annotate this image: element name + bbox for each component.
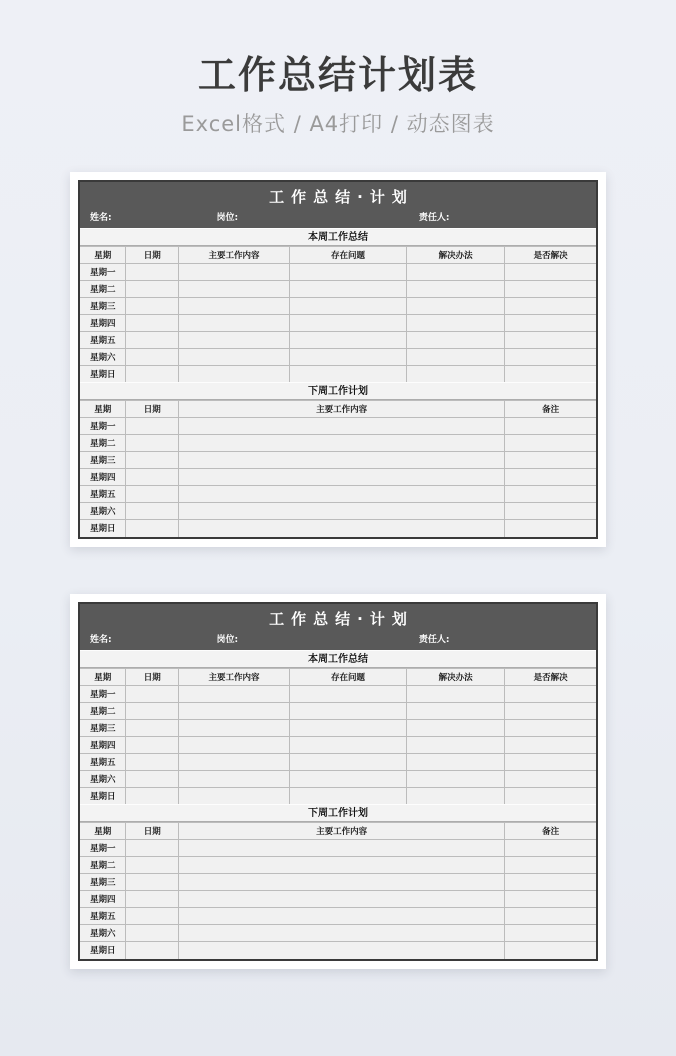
table-row — [80, 280, 596, 297]
empty-cell — [289, 719, 406, 736]
empty-cell — [126, 857, 179, 874]
empty-cell — [505, 908, 596, 925]
weekday-cell: 星期六 — [80, 348, 126, 365]
table-row — [80, 331, 596, 348]
empty-cell — [505, 280, 596, 297]
table-row — [80, 348, 596, 365]
empty-cell — [179, 503, 505, 520]
column-header: 是否解决 — [505, 668, 596, 685]
weekday-cell: 星期四 — [80, 314, 126, 331]
empty-cell — [289, 736, 406, 753]
table-row — [80, 753, 596, 770]
worksheet — [78, 180, 598, 539]
empty-cell — [126, 435, 179, 452]
section-title: 下周工作计划 — [80, 804, 596, 822]
table-row — [80, 520, 596, 537]
empty-cell — [505, 486, 596, 503]
weekday-cell: 星期二 — [80, 435, 126, 452]
empty-cell — [289, 280, 406, 297]
section-table — [80, 400, 596, 537]
empty-cell — [407, 314, 505, 331]
section-title: 下周工作计划 — [80, 382, 596, 400]
column-header: 解决办法 — [407, 246, 505, 263]
table-row — [80, 874, 596, 891]
table-row — [80, 263, 596, 280]
section-this-week-summary — [80, 650, 596, 805]
weekday-cell: 星期二 — [80, 280, 126, 297]
empty-cell — [126, 942, 179, 959]
worksheet-card-1 — [70, 172, 606, 547]
column-header: 主要工作内容 — [179, 401, 505, 418]
empty-cell — [126, 469, 179, 486]
empty-cell — [505, 331, 596, 348]
empty-cell — [179, 331, 290, 348]
empty-cell — [126, 685, 179, 702]
section-table — [80, 668, 596, 805]
empty-cell — [179, 263, 290, 280]
empty-cell — [126, 348, 179, 365]
empty-cell — [505, 263, 596, 280]
weekday-cell: 星期日 — [80, 365, 126, 382]
table-row — [80, 925, 596, 942]
empty-cell — [126, 503, 179, 520]
column-header: 存在问题 — [289, 246, 406, 263]
weekday-cell: 星期六 — [80, 770, 126, 787]
table-row — [80, 314, 596, 331]
column-header: 解决办法 — [407, 668, 505, 685]
weekday-cell: 星期三 — [80, 719, 126, 736]
weekday-cell: 星期三 — [80, 874, 126, 891]
empty-cell — [179, 840, 505, 857]
empty-cell — [179, 452, 505, 469]
column-header: 星期 — [80, 668, 126, 685]
empty-cell — [126, 314, 179, 331]
empty-cell — [179, 891, 505, 908]
empty-cell — [289, 314, 406, 331]
empty-cell — [407, 719, 505, 736]
section-table — [80, 246, 596, 383]
empty-cell — [505, 753, 596, 770]
table-row — [80, 297, 596, 314]
section-next-week-plan — [80, 382, 596, 537]
table-row — [80, 840, 596, 857]
empty-cell — [179, 925, 505, 942]
empty-cell — [179, 857, 505, 874]
weekday-cell: 星期四 — [80, 891, 126, 908]
empty-cell — [407, 263, 505, 280]
weekday-cell: 星期四 — [80, 736, 126, 753]
sheet-header — [80, 604, 596, 650]
empty-cell — [407, 770, 505, 787]
table-row — [80, 857, 596, 874]
table-row — [80, 435, 596, 452]
empty-cell — [179, 942, 505, 959]
column-header: 主要工作内容 — [179, 668, 290, 685]
section-this-week-summary — [80, 228, 596, 383]
section-table — [80, 822, 596, 959]
empty-cell — [289, 702, 406, 719]
empty-cell — [505, 942, 596, 959]
empty-cell — [505, 503, 596, 520]
empty-cell — [505, 874, 596, 891]
weekday-cell: 星期一 — [80, 418, 126, 435]
empty-cell — [179, 787, 290, 804]
empty-cell — [179, 770, 290, 787]
weekday-cell: 星期一 — [80, 263, 126, 280]
table-row — [80, 891, 596, 908]
empty-cell — [407, 685, 505, 702]
empty-cell — [179, 702, 290, 719]
empty-cell — [289, 365, 406, 382]
empty-cell — [126, 908, 179, 925]
weekday-cell: 星期日 — [80, 787, 126, 804]
empty-cell — [505, 685, 596, 702]
empty-cell — [126, 331, 179, 348]
column-header: 日期 — [126, 246, 179, 263]
column-header-row — [80, 823, 596, 840]
empty-cell — [126, 365, 179, 382]
table-row — [80, 503, 596, 520]
empty-cell — [407, 702, 505, 719]
column-header-row — [80, 401, 596, 418]
table-row — [80, 908, 596, 925]
info-field-owner: 责任人: — [418, 212, 450, 223]
table-row — [80, 942, 596, 959]
empty-cell — [505, 787, 596, 804]
column-header: 星期 — [80, 823, 126, 840]
empty-cell — [179, 435, 505, 452]
empty-cell — [179, 297, 290, 314]
empty-cell — [407, 365, 505, 382]
column-header: 主要工作内容 — [179, 246, 290, 263]
empty-cell — [179, 418, 505, 435]
table-row — [80, 452, 596, 469]
empty-cell — [179, 753, 290, 770]
empty-cell — [126, 753, 179, 770]
empty-cell — [505, 840, 596, 857]
table-row — [80, 787, 596, 804]
empty-cell — [505, 857, 596, 874]
column-header: 存在问题 — [289, 668, 406, 685]
empty-cell — [126, 925, 179, 942]
weekday-cell: 星期日 — [80, 942, 126, 959]
column-header: 星期 — [80, 246, 126, 263]
empty-cell — [505, 719, 596, 736]
empty-cell — [179, 469, 505, 486]
column-header: 星期 — [80, 401, 126, 418]
section-title: 本周工作总结 — [80, 228, 596, 246]
empty-cell — [505, 702, 596, 719]
empty-cell — [126, 891, 179, 908]
empty-cell — [126, 520, 179, 537]
empty-cell — [505, 770, 596, 787]
empty-cell — [179, 736, 290, 753]
empty-cell — [505, 435, 596, 452]
weekday-cell: 星期三 — [80, 452, 126, 469]
empty-cell — [505, 348, 596, 365]
empty-cell — [126, 418, 179, 435]
empty-cell — [289, 753, 406, 770]
empty-cell — [289, 331, 406, 348]
table-row — [80, 365, 596, 382]
empty-cell — [126, 297, 179, 314]
empty-cell — [179, 719, 290, 736]
empty-cell — [407, 736, 505, 753]
empty-cell — [126, 719, 179, 736]
column-header-row — [80, 246, 596, 263]
info-field-position: 岗位: — [216, 634, 239, 645]
table-row — [80, 685, 596, 702]
empty-cell — [505, 925, 596, 942]
weekday-cell: 星期五 — [80, 908, 126, 925]
empty-cell — [126, 452, 179, 469]
empty-cell — [126, 702, 179, 719]
empty-cell — [179, 280, 290, 297]
weekday-cell: 星期五 — [80, 331, 126, 348]
weekday-cell: 星期五 — [80, 753, 126, 770]
empty-cell — [179, 486, 505, 503]
weekday-cell: 星期六 — [80, 925, 126, 942]
empty-cell — [179, 348, 290, 365]
weekday-cell: 星期四 — [80, 469, 126, 486]
table-row — [80, 719, 596, 736]
worksheet — [78, 602, 598, 961]
info-field-name: 姓名: — [90, 634, 112, 645]
weekday-cell: 星期二 — [80, 857, 126, 874]
empty-cell — [179, 908, 505, 925]
empty-cell — [407, 280, 505, 297]
empty-cell — [289, 348, 406, 365]
table-row — [80, 702, 596, 719]
empty-cell — [505, 469, 596, 486]
page-title: 工作总结计划表 — [197, 53, 478, 97]
info-field-owner: 责任人: — [418, 634, 450, 645]
empty-cell — [505, 736, 596, 753]
page-subtitle: Excel格式 / A4打印 / 动态图表 — [181, 111, 495, 136]
weekday-cell: 星期一 — [80, 685, 126, 702]
empty-cell — [407, 348, 505, 365]
column-header: 备注 — [505, 401, 596, 418]
empty-cell — [407, 787, 505, 804]
empty-cell — [126, 263, 179, 280]
column-header: 日期 — [126, 401, 179, 418]
table-row — [80, 469, 596, 486]
column-header: 备注 — [505, 823, 596, 840]
empty-cell — [505, 418, 596, 435]
empty-cell — [179, 520, 505, 537]
empty-cell — [126, 874, 179, 891]
weekday-cell: 星期三 — [80, 297, 126, 314]
empty-cell — [505, 314, 596, 331]
section-next-week-plan — [80, 804, 596, 959]
empty-cell — [505, 297, 596, 314]
sheet-title: 工作总结·计划 — [269, 187, 414, 206]
column-header: 日期 — [126, 668, 179, 685]
empty-cell — [126, 840, 179, 857]
info-field-name: 姓名: — [90, 212, 112, 223]
column-header: 主要工作内容 — [179, 823, 505, 840]
section-title: 本周工作总结 — [80, 650, 596, 668]
empty-cell — [289, 685, 406, 702]
empty-cell — [505, 891, 596, 908]
empty-cell — [289, 770, 406, 787]
empty-cell — [179, 874, 505, 891]
table-row — [80, 486, 596, 503]
empty-cell — [289, 297, 406, 314]
empty-cell — [126, 280, 179, 297]
empty-cell — [505, 452, 596, 469]
empty-cell — [505, 365, 596, 382]
empty-cell — [126, 787, 179, 804]
info-field-position: 岗位: — [216, 212, 239, 223]
weekday-cell: 星期五 — [80, 486, 126, 503]
weekday-cell: 星期一 — [80, 840, 126, 857]
empty-cell — [407, 297, 505, 314]
empty-cell — [126, 486, 179, 503]
weekday-cell: 星期日 — [80, 520, 126, 537]
table-row — [80, 770, 596, 787]
empty-cell — [289, 787, 406, 804]
empty-cell — [126, 736, 179, 753]
column-header: 日期 — [126, 823, 179, 840]
column-header-row — [80, 668, 596, 685]
table-row — [80, 736, 596, 753]
table-row — [80, 418, 596, 435]
weekday-cell: 星期二 — [80, 702, 126, 719]
empty-cell — [126, 770, 179, 787]
empty-cell — [289, 263, 406, 280]
empty-cell — [407, 331, 505, 348]
sheet-header — [80, 182, 596, 228]
worksheet-card-2 — [70, 594, 606, 969]
empty-cell — [505, 520, 596, 537]
column-header: 是否解决 — [505, 246, 596, 263]
empty-cell — [179, 365, 290, 382]
info-row — [80, 631, 596, 650]
empty-cell — [179, 314, 290, 331]
sheet-title: 工作总结·计划 — [269, 609, 414, 628]
empty-cell — [407, 753, 505, 770]
info-row — [80, 209, 596, 228]
empty-cell — [179, 685, 290, 702]
weekday-cell: 星期六 — [80, 503, 126, 520]
